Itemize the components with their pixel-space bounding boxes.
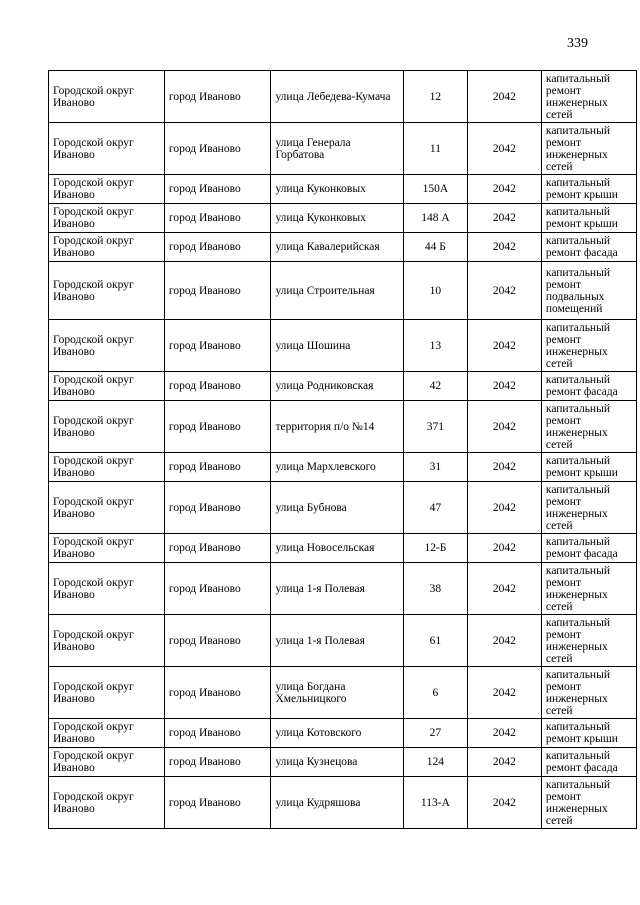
table-row	[49, 204, 637, 233]
street-cell: улица Кудряшова	[271, 777, 404, 829]
table-row	[49, 615, 637, 667]
work-type-cell: капитальный ремонт инженерных сетей	[541, 482, 636, 534]
work-type-cell: капитальный ремонт инженерных сетей	[541, 563, 636, 615]
settlement-cell: город Иваново	[164, 123, 271, 175]
settlement-cell: город Иваново	[164, 667, 271, 719]
house-number-cell: 6	[404, 667, 468, 719]
municipality-cell: Городской округ Иваново	[49, 615, 165, 667]
house-number-cell: 148 А	[404, 204, 468, 233]
settlement-cell: город Иваново	[164, 71, 271, 123]
house-number-cell: 150А	[404, 175, 468, 204]
year-cell: 2042	[467, 534, 541, 563]
work-type-cell: капитальный ремонт инженерных сетей	[541, 71, 636, 123]
table-row	[49, 71, 637, 123]
street-cell: улица Лебедева-Кумача	[271, 71, 404, 123]
house-number-cell: 12	[404, 71, 468, 123]
settlement-cell: город Иваново	[164, 175, 271, 204]
municipality-cell: Городской округ Иваново	[49, 401, 165, 453]
table-row	[49, 534, 637, 563]
house-number-cell: 38	[404, 563, 468, 615]
work-type-cell: капитальный ремонт фасада	[541, 372, 636, 401]
street-cell: улица 1-я Полевая	[271, 615, 404, 667]
work-type-cell: капитальный ремонт крыши	[541, 719, 636, 748]
street-cell: улица Строительная	[271, 262, 404, 320]
work-type-cell: капитальный ремонт крыши	[541, 175, 636, 204]
house-number-cell: 47	[404, 482, 468, 534]
table-row	[49, 482, 637, 534]
table-body	[49, 71, 637, 829]
house-number-cell: 13	[404, 320, 468, 372]
house-number-cell: 10	[404, 262, 468, 320]
year-cell: 2042	[467, 401, 541, 453]
street-cell: улица 1-я Полевая	[271, 563, 404, 615]
municipality-cell: Городской округ Иваново	[49, 748, 165, 777]
year-cell: 2042	[467, 777, 541, 829]
street-cell: территория п/о №14	[271, 401, 404, 453]
year-cell: 2042	[467, 71, 541, 123]
municipality-cell: Городской округ Иваново	[49, 262, 165, 320]
year-cell: 2042	[467, 262, 541, 320]
street-cell: улица Кавалерийская	[271, 233, 404, 262]
settlement-cell: город Иваново	[164, 204, 271, 233]
settlement-cell: город Иваново	[164, 372, 271, 401]
street-cell: улица Куконковых	[271, 175, 404, 204]
municipality-cell: Городской округ Иваново	[49, 123, 165, 175]
year-cell: 2042	[467, 667, 541, 719]
street-cell: улица Бубнова	[271, 482, 404, 534]
house-number-cell: 27	[404, 719, 468, 748]
table-row	[49, 719, 637, 748]
repair-schedule-table	[48, 70, 637, 829]
municipality-cell: Городской округ Иваново	[49, 667, 165, 719]
work-type-cell: капитальный ремонт фасада	[541, 534, 636, 563]
street-cell: улица Родниковская	[271, 372, 404, 401]
work-type-cell: капитальный ремонт инженерных сетей	[541, 401, 636, 453]
year-cell: 2042	[467, 482, 541, 534]
table-row	[49, 175, 637, 204]
street-cell: улица Котовского	[271, 719, 404, 748]
work-type-cell: капитальный ремонт инженерных сетей	[541, 123, 636, 175]
year-cell: 2042	[467, 123, 541, 175]
table-row	[49, 372, 637, 401]
work-type-cell: капитальный ремонт крыши	[541, 453, 636, 482]
table-row	[49, 563, 637, 615]
house-number-cell: 61	[404, 615, 468, 667]
table-row	[49, 453, 637, 482]
street-cell: улица Кузнецова	[271, 748, 404, 777]
work-type-cell: капитальный ремонт фасада	[541, 748, 636, 777]
settlement-cell: город Иваново	[164, 563, 271, 615]
municipality-cell: Городской округ Иваново	[49, 320, 165, 372]
street-cell: улица Генерала Горбатова	[271, 123, 404, 175]
house-number-cell: 31	[404, 453, 468, 482]
house-number-cell: 124	[404, 748, 468, 777]
settlement-cell: город Иваново	[164, 719, 271, 748]
year-cell: 2042	[467, 719, 541, 748]
street-cell: улица Новосельская	[271, 534, 404, 563]
year-cell: 2042	[467, 563, 541, 615]
street-cell: улица Мархлевского	[271, 453, 404, 482]
house-number-cell: 42	[404, 372, 468, 401]
year-cell: 2042	[467, 320, 541, 372]
settlement-cell: город Иваново	[164, 482, 271, 534]
work-type-cell: капитальный ремонт инженерных сетей	[541, 777, 636, 829]
settlement-cell: город Иваново	[164, 233, 271, 262]
settlement-cell: город Иваново	[164, 777, 271, 829]
table-row	[49, 123, 637, 175]
municipality-cell: Городской округ Иваново	[49, 175, 165, 204]
municipality-cell: Городской округ Иваново	[49, 534, 165, 563]
municipality-cell: Городской округ Иваново	[49, 372, 165, 401]
settlement-cell: город Иваново	[164, 262, 271, 320]
year-cell: 2042	[467, 233, 541, 262]
settlement-cell: город Иваново	[164, 615, 271, 667]
work-type-cell: капитальный ремонт крыши	[541, 204, 636, 233]
street-cell: улица Куконковых	[271, 204, 404, 233]
house-number-cell: 113-А	[404, 777, 468, 829]
house-number-cell: 11	[404, 123, 468, 175]
house-number-cell: 44 Б	[404, 233, 468, 262]
work-type-cell: капитальный ремонт подвальных помещений	[541, 262, 636, 320]
municipality-cell: Городской округ Иваново	[49, 777, 165, 829]
work-type-cell: капитальный ремонт инженерных сетей	[541, 667, 636, 719]
table-row	[49, 262, 637, 320]
municipality-cell: Городской округ Иваново	[49, 204, 165, 233]
work-type-cell: капитальный ремонт инженерных сетей	[541, 320, 636, 372]
page-number: 339	[567, 36, 588, 51]
house-number-cell: 12-Б	[404, 534, 468, 563]
municipality-cell: Городской округ Иваново	[49, 233, 165, 262]
table-row	[49, 401, 637, 453]
settlement-cell: город Иваново	[164, 453, 271, 482]
table-row	[49, 748, 637, 777]
municipality-cell: Городской округ Иваново	[49, 482, 165, 534]
table-row	[49, 233, 637, 262]
municipality-cell: Городской округ Иваново	[49, 719, 165, 748]
year-cell: 2042	[467, 615, 541, 667]
municipality-cell: Городской округ Иваново	[49, 563, 165, 615]
year-cell: 2042	[467, 204, 541, 233]
table-row	[49, 320, 637, 372]
year-cell: 2042	[467, 372, 541, 401]
street-cell: улица Шошина	[271, 320, 404, 372]
work-type-cell: капитальный ремонт инженерных сетей	[541, 615, 636, 667]
municipality-cell: Городской округ Иваново	[49, 453, 165, 482]
house-number-cell: 371	[404, 401, 468, 453]
settlement-cell: город Иваново	[164, 748, 271, 777]
settlement-cell: город Иваново	[164, 320, 271, 372]
table-row	[49, 667, 637, 719]
year-cell: 2042	[467, 453, 541, 482]
municipality-cell: Городской округ Иваново	[49, 71, 165, 123]
settlement-cell: город Иваново	[164, 401, 271, 453]
table-row	[49, 777, 637, 829]
street-cell: улица Богдана Хмельницкого	[271, 667, 404, 719]
settlement-cell: город Иваново	[164, 534, 271, 563]
work-type-cell: капитальный ремонт фасада	[541, 233, 636, 262]
year-cell: 2042	[467, 175, 541, 204]
year-cell: 2042	[467, 748, 541, 777]
